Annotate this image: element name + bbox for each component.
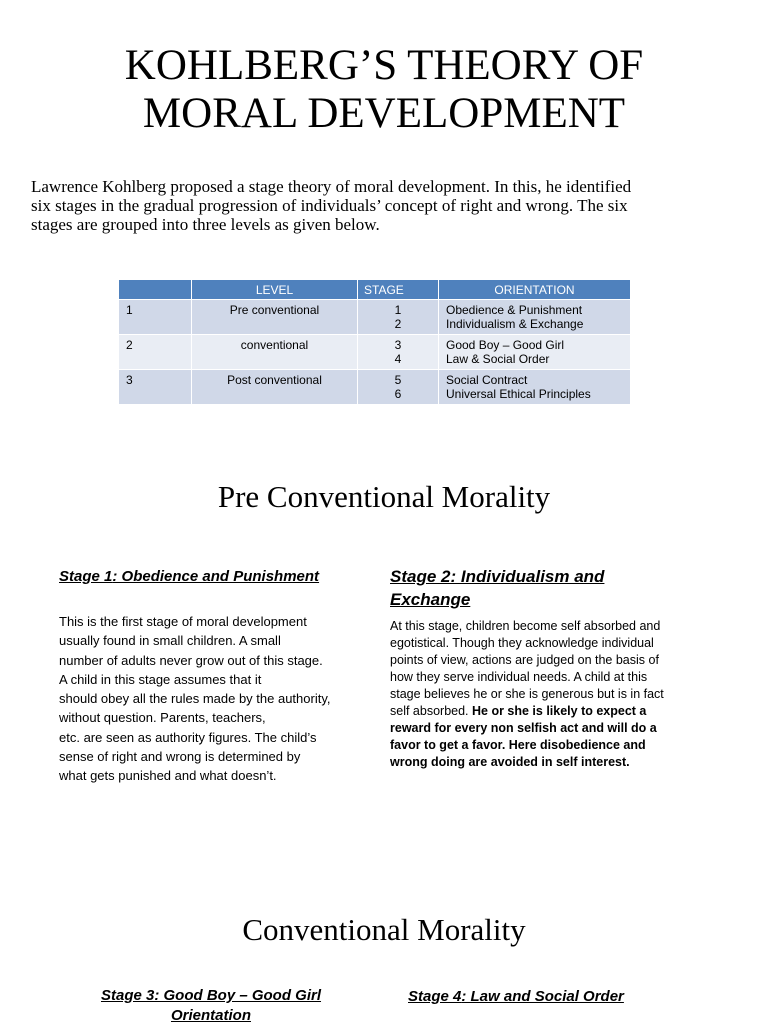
bold-text: reward for every non selfish act and will do a xyxy=(390,721,657,735)
stage-4-heading-rest: : Law and Social Order xyxy=(461,988,624,1005)
header-level: LEVEL xyxy=(192,280,358,300)
intro-line-1: Lawrence Kohlberg proposed a stage theory of moral development. In this, he identified xyxy=(31,177,632,196)
row-orientation xyxy=(439,370,631,405)
intro-paragraph xyxy=(31,177,731,234)
text-line: what gets punished and what doesn’t. xyxy=(59,768,277,784)
stage-3-heading xyxy=(76,986,346,1026)
orientation-text: Law & Social Order xyxy=(446,352,550,366)
stage-2-heading-line-2: Exchange xyxy=(390,590,471,609)
orientation-text: Obedience & Punishment xyxy=(446,303,583,317)
section-heading-conventional: Conventional Morality xyxy=(242,912,526,947)
row-number: 3 xyxy=(119,370,192,405)
intro-line-2: six stages in the gradual progression of individuals’ concept of right and wrong. The six xyxy=(31,196,628,215)
row-number: 2 xyxy=(119,335,192,370)
text-line: etc. are seen as authority figures. The child’s xyxy=(59,729,317,745)
stage-4-heading-prefix: Stage 4 xyxy=(408,988,462,1005)
bold-text: wrong doing are avoided in self interest. xyxy=(390,755,630,769)
text-line: This is the first stage of moral development xyxy=(59,614,307,629)
text-line: self absorbed. xyxy=(390,704,472,718)
orientation-text: Individualism & Exchange xyxy=(446,317,584,331)
row-level: Post conventional xyxy=(192,370,358,405)
table-row xyxy=(119,335,631,370)
header-number xyxy=(119,280,192,300)
stage-3-heading-line-1: Stage 3: Good Boy – Good Girl xyxy=(100,987,322,1004)
levels-table xyxy=(118,279,631,405)
text-line: usually found in small children. A small xyxy=(59,633,281,649)
stage-2-heading xyxy=(390,565,604,611)
text-line: points of view, actions are judged on the basis of xyxy=(390,653,659,667)
bold-text: favor to get a favor. Here disobedience and xyxy=(390,738,646,752)
stage-3-heading-line-2: Orientation xyxy=(170,1007,251,1024)
stage-4-heading xyxy=(408,987,624,1007)
row-orientation xyxy=(439,335,631,370)
stage-number: 1 xyxy=(394,303,402,317)
stage-1-heading xyxy=(59,567,319,586)
stage-1-heading-rest: : Obedience and Punishment xyxy=(112,568,320,585)
table-row xyxy=(119,300,631,335)
orientation-text: Social Contract xyxy=(446,373,528,387)
header-orientation: ORIENTATION xyxy=(439,280,631,300)
table-header-row xyxy=(119,280,631,300)
row-level: conventional xyxy=(192,335,358,370)
stage-2-text xyxy=(390,618,735,771)
bold-text: He or she is likely to expect a xyxy=(472,704,647,718)
text-line: sense of right and wrong is determined by xyxy=(59,749,301,765)
text-line: should obey all the rules made by the authority, xyxy=(59,691,331,707)
text-line: A child in this stage assumes that it xyxy=(59,671,262,687)
text-line: stage believes he or she is generous but is in fact xyxy=(390,687,664,701)
text-line: how they serve individual needs. A child at this xyxy=(390,670,648,684)
title-line-2: MORAL DEVELOPMENT xyxy=(142,90,626,137)
stage-number: 2 xyxy=(394,317,402,331)
title-line-1: KOHLBERG’S THEORY OF xyxy=(124,42,644,89)
stage-number: 4 xyxy=(394,352,402,366)
row-stages xyxy=(358,370,439,405)
row-number: 1 xyxy=(119,300,192,335)
row-orientation xyxy=(439,300,631,335)
row-level: Pre conventional xyxy=(192,300,358,335)
text-line: egotistical. Though they acknowledge individual xyxy=(390,636,654,650)
stage-2-heading-line-1: Stage 2: Individualism and xyxy=(390,567,605,586)
stage-1-text xyxy=(59,612,379,786)
stage-number: 3 xyxy=(394,338,402,352)
orientation-text: Universal Ethical Principles xyxy=(446,387,591,401)
stage-number: 6 xyxy=(394,387,402,401)
section-heading-pre-conventional: Pre Conventional Morality xyxy=(217,479,551,514)
text-line: At this stage, children become self absorbed and xyxy=(390,619,661,633)
intro-line-3: stages are grouped into three levels as given below. xyxy=(31,215,380,234)
orientation-text: Good Boy – Good Girl xyxy=(446,338,565,352)
text-line: without question. Parents, teachers, xyxy=(59,710,266,726)
stage-1-heading-prefix: Stage 1 xyxy=(59,568,113,585)
page-title xyxy=(0,42,768,138)
table-row xyxy=(119,370,631,405)
text-line: number of adults never grow out of this stage. xyxy=(59,652,323,668)
row-stages xyxy=(358,300,439,335)
row-stages xyxy=(358,335,439,370)
header-stage: STAGE xyxy=(358,280,439,300)
stage-number: 5 xyxy=(394,373,402,387)
